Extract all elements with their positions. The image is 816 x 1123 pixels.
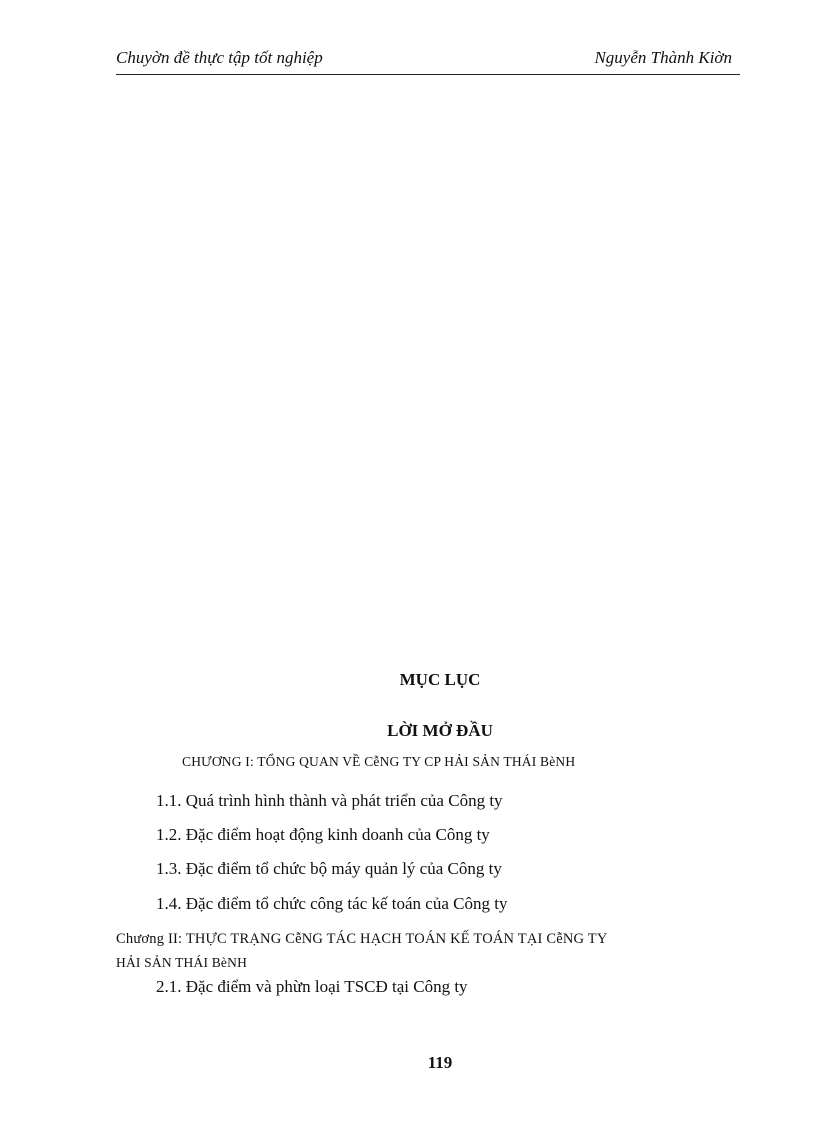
toc-item: 1.4. Đặc điểm tổ chức công tác kế toán của Công ty — [156, 894, 508, 913]
toc-item: 2.1. Đặc điểm và phừn loại TSCĐ tại Công ty — [156, 977, 468, 996]
toc-intro: LỜI MỞ ĐẦU — [387, 721, 493, 740]
header-author: Nguyễn Thành Kiờn — [594, 48, 732, 67]
toc-chapter-2-cont: HẢI SẢN THÁI BèNH — [116, 955, 248, 970]
toc-item: 1.2. Đặc điểm hoạt động kinh doanh của Công ty — [156, 825, 490, 844]
toc-item: 1.1. Quá trình hình thành và phát triển của Công ty — [156, 791, 503, 810]
toc-chapter-2: Chương II: THỰC TRẠNG CễNG TÁC HẠCH TOÁN KẾ TOÁN TẠI CễNG TY — [116, 931, 608, 947]
page-number: 119 — [427, 1053, 453, 1072]
toc-title: MỤC LỤC — [399, 670, 481, 689]
toc-item: 1.3. Đặc điểm tổ chức bộ máy quản lý của Công ty — [156, 859, 502, 878]
running-header — [116, 48, 740, 75]
toc-chapter-1: CHƯƠNG I: TỔNG QUAN VỀ CễNG TY CP HẢI SẢN THÁI BèNH — [182, 754, 576, 769]
header-title: Chuyờn đề thực tập tốt nghiệp — [116, 48, 323, 67]
